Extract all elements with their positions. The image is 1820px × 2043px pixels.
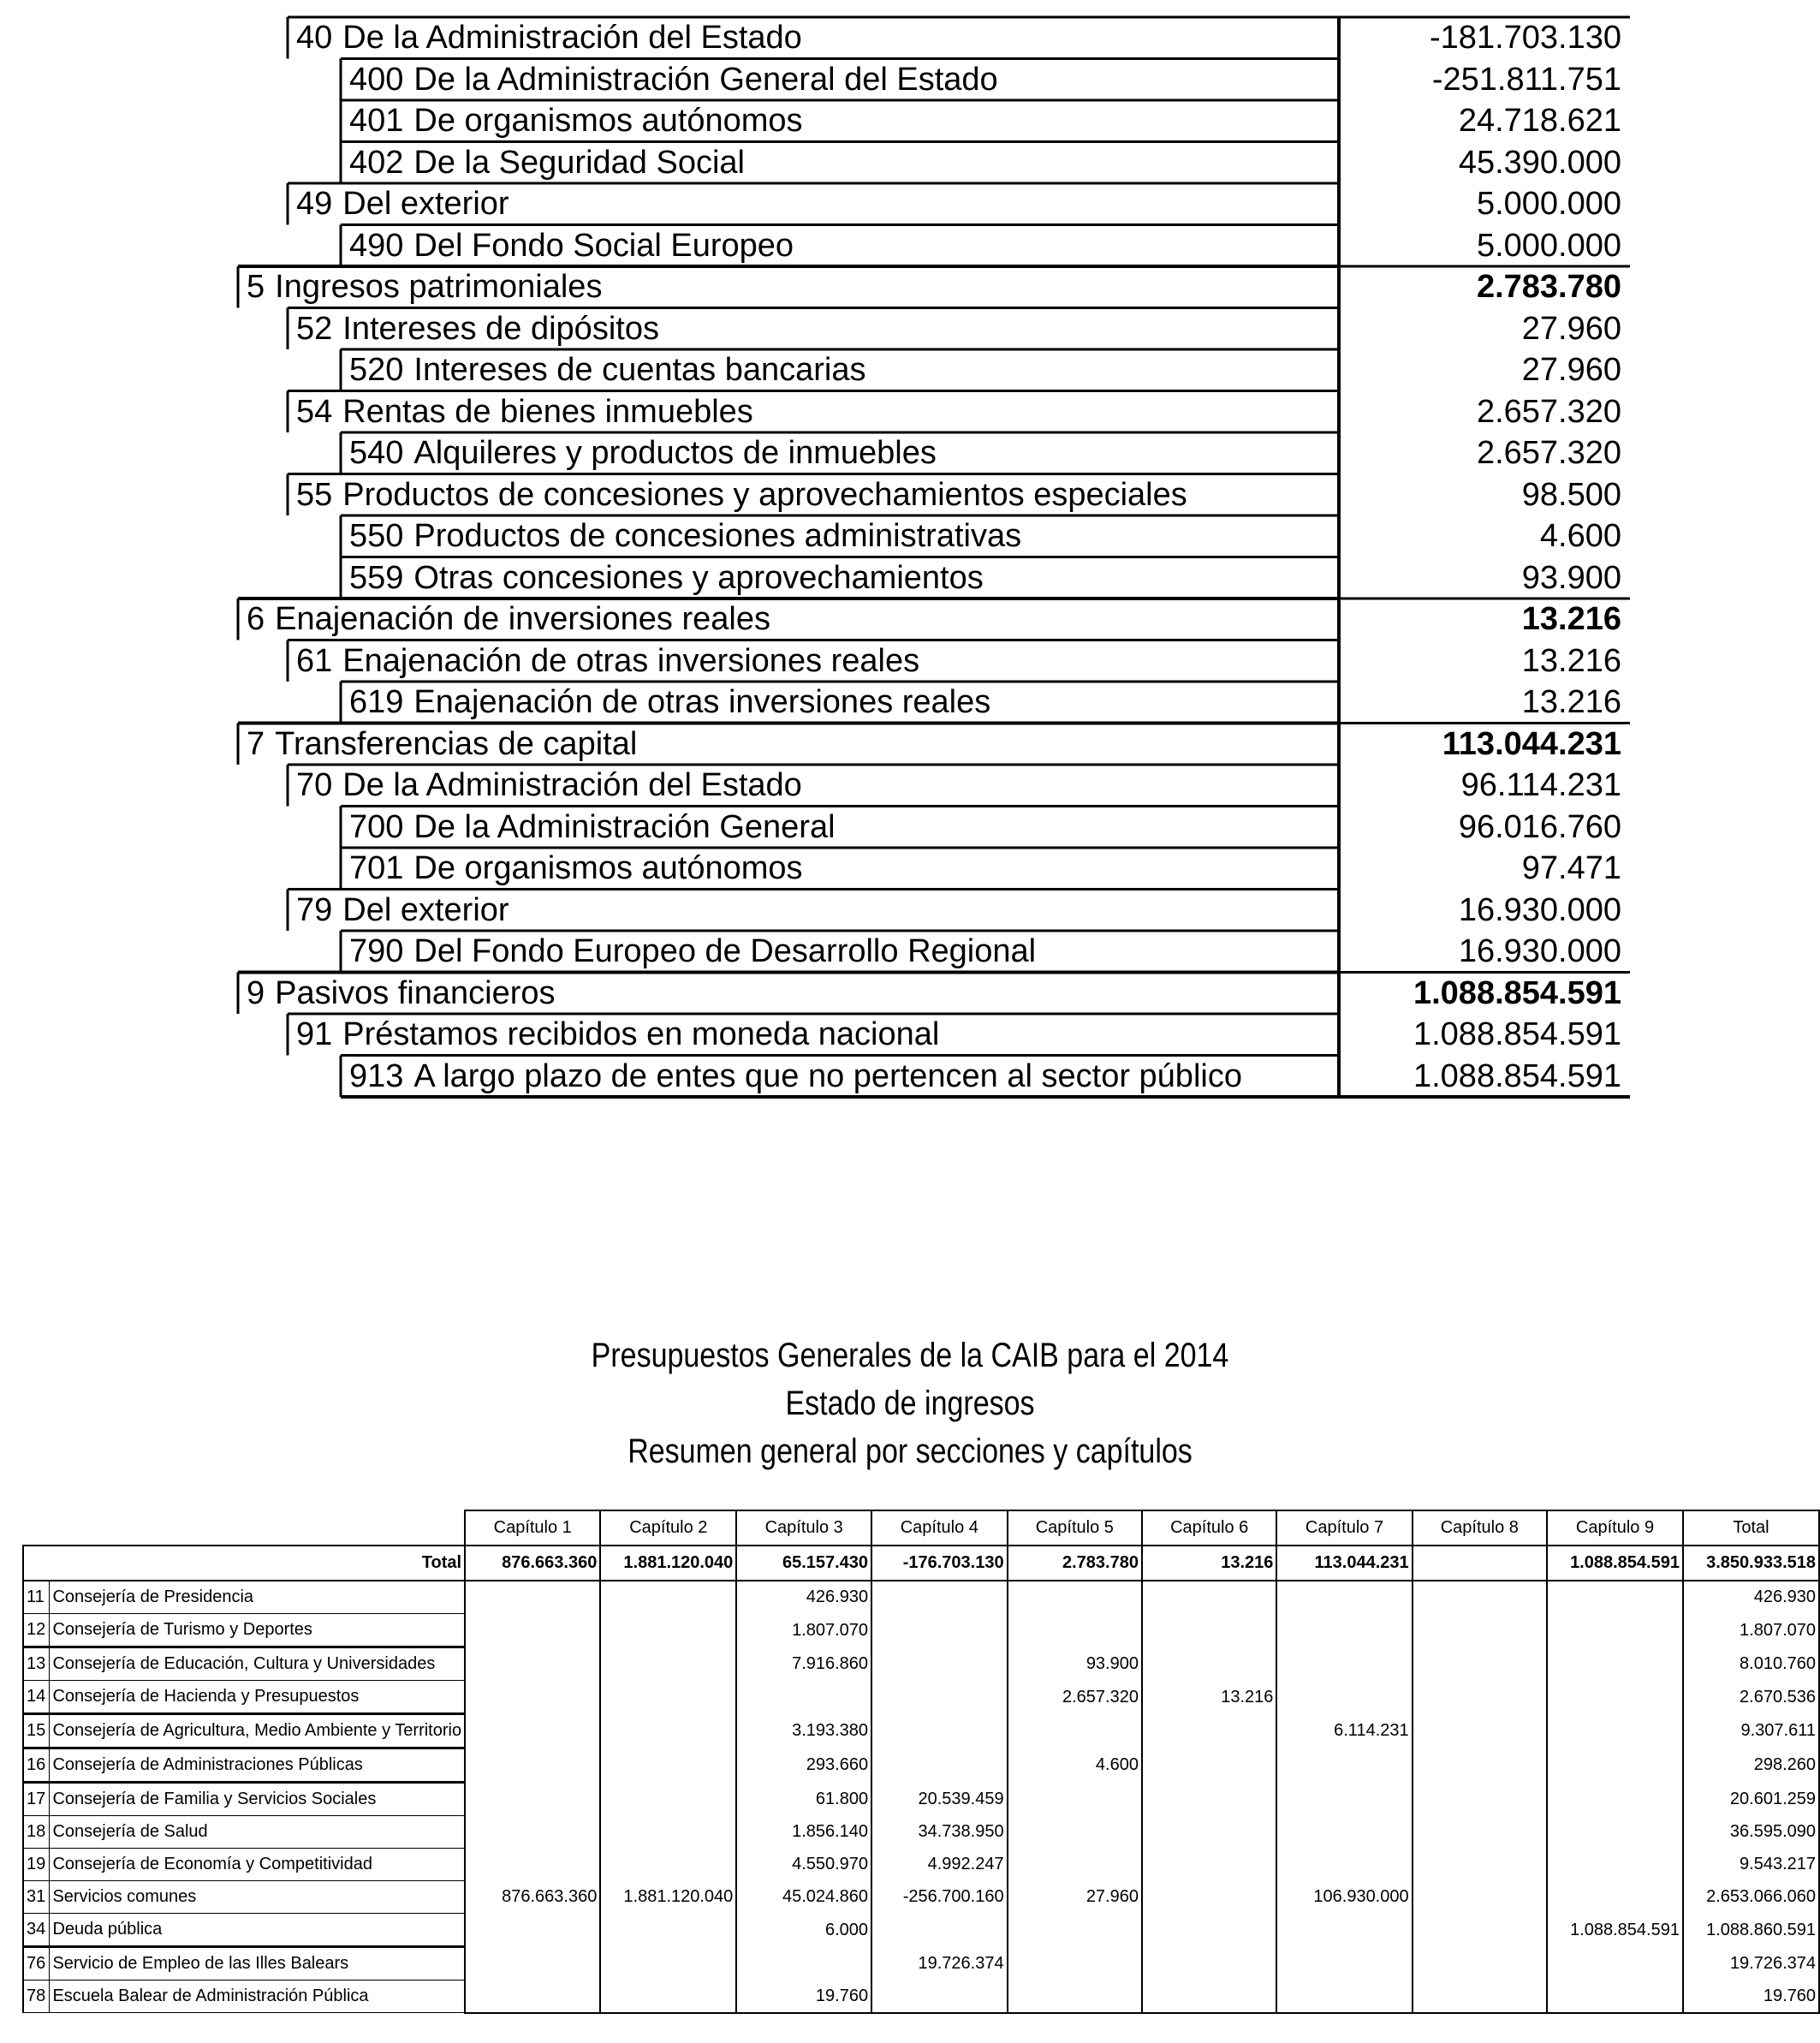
value-cell <box>1008 1914 1142 1947</box>
income-label: Otras concesiones y aprovechamientos <box>413 559 984 596</box>
value-cell <box>600 1714 736 1748</box>
income-value: 4.600 <box>1539 518 1621 554</box>
value-cell <box>1413 1881 1547 1914</box>
value-cell <box>465 1714 600 1748</box>
header-cell-5: Capítulo 5 <box>1008 1510 1142 1546</box>
value-cell: 4.992.247 <box>871 1849 1008 1881</box>
value-cell <box>1413 1647 1547 1681</box>
value-cell: 2.653.066.060 <box>1683 1881 1819 1914</box>
table-row <box>23 1914 1819 1947</box>
value-cell: 19.726.374 <box>871 1947 1008 1980</box>
value-cell: 9.543.217 <box>1683 1849 1819 1881</box>
income-value: 96.016.760 <box>1458 808 1621 845</box>
table-row <box>23 1714 1819 1748</box>
section-name: Consejería de Administraciones Públicas <box>50 1748 465 1783</box>
income-code: 6 <box>247 601 265 637</box>
value-cell <box>465 1914 600 1947</box>
income-label: Alquileres y productos de inmuebles <box>413 435 937 471</box>
total-cell: 3.850.933.518 <box>1683 1546 1819 1581</box>
table-row <box>23 1849 1819 1881</box>
section-name: Consejería de Agricultura, Medio Ambiente y Territorio <box>50 1714 465 1748</box>
value-cell <box>1142 1748 1276 1783</box>
income-breakdown-table <box>238 17 1630 1098</box>
value-cell: 1.856.140 <box>736 1816 871 1849</box>
income-label: A largo plazo de entes que no pertencen al sector público <box>413 1057 1242 1094</box>
income-table-grid <box>238 17 1630 1100</box>
income-value: 98.500 <box>1521 476 1621 513</box>
value-cell <box>1547 1714 1683 1748</box>
value-cell <box>465 1980 600 2013</box>
income-value: 16.930.000 <box>1458 933 1621 969</box>
value-cell: 61.800 <box>736 1783 871 1816</box>
income-code: 52 <box>296 310 333 347</box>
value-cell <box>600 1681 736 1714</box>
income-label: Enajenación de otras inversiones reales <box>342 642 920 679</box>
section-name: Consejería de Economía y Competitividad <box>50 1849 465 1881</box>
value-cell <box>465 1849 600 1881</box>
header-cell-7: Capítulo 7 <box>1276 1510 1412 1546</box>
value-cell <box>1142 1783 1276 1816</box>
value-cell <box>600 1647 736 1681</box>
summary-table <box>22 1510 1820 2014</box>
income-value: 24.718.621 <box>1458 103 1621 139</box>
income-label: Del Fondo Social Europeo <box>413 227 794 264</box>
income-label: Del exterior <box>342 186 509 222</box>
income-label: De la Administración del Estado <box>342 767 802 803</box>
table-row <box>23 1681 1819 1714</box>
table-row <box>23 1647 1819 1681</box>
table-row <box>23 1980 1819 2013</box>
income-code: 49 <box>296 186 333 222</box>
income-label: Intereses de dipósitos <box>342 310 659 347</box>
header-cell-4: Capítulo 4 <box>871 1510 1008 1546</box>
value-cell <box>1142 1714 1276 1748</box>
value-cell: 20.601.259 <box>1683 1783 1819 1816</box>
value-cell: 19.760 <box>1683 1980 1819 2013</box>
value-cell <box>1547 1816 1683 1849</box>
value-cell <box>871 1614 1008 1647</box>
value-cell: 2.657.320 <box>1008 1681 1142 1714</box>
table-row <box>23 1748 1819 1783</box>
income-code: 401 <box>349 103 404 139</box>
value-cell <box>1008 1816 1142 1849</box>
income-label: Transferencias de capital <box>275 725 638 762</box>
income-label: Préstamos recibidos en moneda nacional <box>342 1016 940 1052</box>
income-value: 13.216 <box>1521 684 1621 720</box>
header-cell-9: Capítulo 9 <box>1547 1510 1683 1546</box>
value-cell: 426.930 <box>736 1581 871 1614</box>
income-value: 5.000.000 <box>1476 186 1621 222</box>
value-cell <box>1142 1816 1276 1849</box>
income-value: 2.657.320 <box>1476 393 1621 430</box>
total-cell: 13.216 <box>1142 1546 1276 1581</box>
section-name: Escuela Balear de Administración Pública <box>50 1980 465 2013</box>
section-code: 19 <box>23 1849 50 1881</box>
income-label: Productos de concesiones administrativas <box>413 518 1022 554</box>
section-name: Consejería de Familia y Servicios Sociales <box>50 1783 465 1816</box>
income-label: De la Seguridad Social <box>413 144 745 181</box>
value-cell <box>1413 1581 1547 1614</box>
value-cell: 2.670.536 <box>1683 1681 1819 1714</box>
value-cell: 4.550.970 <box>736 1849 871 1881</box>
income-label: Pasivos financieros <box>275 974 556 1011</box>
value-cell: 6.114.231 <box>1276 1714 1412 1748</box>
income-value: 1.088.854.591 <box>1413 1016 1621 1052</box>
value-cell <box>1142 1980 1276 2013</box>
income-value: 45.390.000 <box>1458 144 1621 181</box>
income-value: 5.000.000 <box>1476 227 1621 264</box>
value-cell <box>1413 1816 1547 1849</box>
value-cell: 8.010.760 <box>1683 1647 1819 1681</box>
value-cell <box>1142 1614 1276 1647</box>
section-code: 16 <box>23 1748 50 1783</box>
value-cell: 34.738.950 <box>871 1816 1008 1849</box>
section-name: Consejería de Turismo y Deportes <box>50 1614 465 1647</box>
value-cell: 36.595.090 <box>1683 1816 1819 1849</box>
value-cell: 19.726.374 <box>1683 1947 1819 1980</box>
value-cell <box>871 1980 1008 2013</box>
section-code: 14 <box>23 1681 50 1714</box>
header-blank <box>23 1510 465 1546</box>
income-value: -181.703.130 <box>1430 20 1621 56</box>
value-cell <box>1008 1980 1142 2013</box>
income-value: 13.216 <box>1521 601 1621 637</box>
income-label: De la Administración General <box>413 808 836 845</box>
value-cell <box>1142 1647 1276 1681</box>
income-label: Enajenación de inversiones reales <box>275 601 770 637</box>
value-cell <box>1142 1881 1276 1914</box>
value-cell <box>1547 1614 1683 1647</box>
value-cell <box>1413 1681 1547 1714</box>
value-cell <box>1142 1581 1276 1614</box>
header-cell-3: Capítulo 3 <box>736 1510 871 1546</box>
table-row <box>23 1881 1819 1914</box>
value-cell <box>1276 1980 1412 2013</box>
value-cell <box>871 1748 1008 1783</box>
section-name: Consejería de Salud <box>50 1816 465 1849</box>
section-name: Consejería de Presidencia <box>50 1581 465 1614</box>
value-cell: 3.193.380 <box>736 1714 871 1748</box>
value-cell: 1.881.120.040 <box>600 1881 736 1914</box>
income-value: 1.088.854.591 <box>1413 974 1621 1011</box>
value-cell <box>1008 1849 1142 1881</box>
value-cell <box>1008 1614 1142 1647</box>
total-cell: 2.783.780 <box>1008 1546 1142 1581</box>
income-code: 402 <box>349 144 404 181</box>
income-code: 559 <box>349 559 404 596</box>
income-code: 400 <box>349 61 404 98</box>
value-cell: 1.088.860.591 <box>1683 1914 1819 1947</box>
value-cell <box>1413 1783 1547 1816</box>
value-cell <box>1413 1947 1547 1980</box>
total-cell <box>1413 1546 1547 1581</box>
section-code: 31 <box>23 1881 50 1914</box>
income-code: 79 <box>296 891 333 928</box>
value-cell <box>465 1816 600 1849</box>
income-value: 1.088.854.591 <box>1413 1057 1621 1094</box>
table-row <box>23 1783 1819 1816</box>
value-cell <box>1142 1914 1276 1947</box>
value-cell <box>465 1947 600 1980</box>
income-label: Productos de concesiones y aprovechamientos especiales <box>342 476 1187 513</box>
table-row <box>23 1816 1819 1849</box>
value-cell: 4.600 <box>1008 1748 1142 1783</box>
income-value: 93.900 <box>1521 559 1621 596</box>
value-cell: 20.539.459 <box>871 1783 1008 1816</box>
value-cell <box>465 1748 600 1783</box>
section-name: Servicios comunes <box>50 1881 465 1914</box>
value-cell: 106.930.000 <box>1276 1881 1412 1914</box>
value-cell <box>736 1681 871 1714</box>
value-cell: 93.900 <box>1008 1647 1142 1681</box>
value-cell <box>465 1647 600 1681</box>
income-label: Intereses de cuentas bancarias <box>413 352 866 388</box>
income-label: De la Administración del Estado <box>342 20 802 56</box>
header-cell-2: Capítulo 2 <box>600 1510 736 1546</box>
income-code: 540 <box>349 435 404 471</box>
value-cell <box>1008 1714 1142 1748</box>
value-cell <box>600 1748 736 1783</box>
section-code: 12 <box>23 1614 50 1647</box>
summary-header-row <box>23 1510 1819 1546</box>
section-code: 13 <box>23 1647 50 1681</box>
value-cell <box>1276 1849 1412 1881</box>
value-cell <box>871 1581 1008 1614</box>
value-cell <box>1413 1849 1547 1881</box>
value-cell <box>1276 1914 1412 1947</box>
value-cell: 293.660 <box>736 1748 871 1783</box>
value-cell <box>1547 1849 1683 1881</box>
value-cell <box>1276 1681 1412 1714</box>
income-label: Rentas de bienes inmuebles <box>342 393 753 430</box>
value-cell <box>1276 1614 1412 1647</box>
income-code: 550 <box>349 518 404 554</box>
value-cell <box>1547 1783 1683 1816</box>
value-cell: -256.700.160 <box>871 1881 1008 1914</box>
income-label: Ingresos patrimoniales <box>275 269 603 305</box>
table-row <box>23 1947 1819 1980</box>
income-label: Enajenación de otras inversiones reales <box>413 684 991 720</box>
income-code: 490 <box>349 227 404 264</box>
value-cell <box>1276 1748 1412 1783</box>
income-value: 27.960 <box>1521 352 1621 388</box>
total-cell: 876.663.360 <box>465 1546 600 1581</box>
section-name: Consejería de Educación, Cultura y Universidades <box>50 1647 465 1681</box>
value-cell <box>736 1947 871 1980</box>
value-cell: 45.024.860 <box>736 1881 871 1914</box>
income-code: 9 <box>247 974 265 1011</box>
income-code: 7 <box>247 725 265 762</box>
total-cell: 1.881.120.040 <box>600 1546 736 1581</box>
value-cell <box>1413 1748 1547 1783</box>
value-cell <box>1547 1647 1683 1681</box>
value-cell: 1.807.070 <box>736 1614 871 1647</box>
income-value: 97.471 <box>1521 850 1621 886</box>
value-cell <box>1547 1581 1683 1614</box>
section-code: 34 <box>23 1914 50 1947</box>
value-cell <box>871 1914 1008 1947</box>
value-cell <box>1276 1816 1412 1849</box>
value-cell <box>465 1681 600 1714</box>
income-label: Del Fondo Europeo de Desarrollo Regional <box>413 933 1037 969</box>
value-cell <box>1142 1849 1276 1881</box>
total-cell: -176.703.130 <box>871 1546 1008 1581</box>
table-row <box>23 1614 1819 1647</box>
header-cell-6: Capítulo 6 <box>1142 1510 1276 1546</box>
total-label: Total <box>23 1546 465 1581</box>
value-cell <box>600 1947 736 1980</box>
report-title: Presupuestos Generales de la CAIB para el 2014 <box>591 1336 1229 1375</box>
value-cell: 13.216 <box>1142 1681 1276 1714</box>
value-cell <box>600 1614 736 1647</box>
value-cell <box>600 1581 736 1614</box>
value-cell <box>1547 1681 1683 1714</box>
value-cell <box>871 1647 1008 1681</box>
value-cell: 1.807.070 <box>1683 1614 1819 1647</box>
income-value: 13.216 <box>1521 642 1621 679</box>
income-value: 27.960 <box>1521 310 1621 347</box>
income-value: 113.044.231 <box>1442 725 1621 762</box>
income-value: -251.811.751 <box>1431 61 1621 98</box>
total-cell: 113.044.231 <box>1276 1546 1412 1581</box>
header-cell-10: Total <box>1683 1510 1819 1546</box>
value-cell <box>1142 1947 1276 1980</box>
income-label: De organismos autónomos <box>413 850 803 886</box>
value-cell <box>1276 1783 1412 1816</box>
income-code: 40 <box>296 20 333 56</box>
value-cell <box>1413 1914 1547 1947</box>
value-cell: 298.260 <box>1683 1748 1819 1783</box>
header-cell-8: Capítulo 8 <box>1413 1510 1547 1546</box>
header-cell-1: Capítulo 1 <box>465 1510 600 1546</box>
income-code: 5 <box>247 269 265 305</box>
income-code: 61 <box>296 642 333 679</box>
section-code: 11 <box>23 1581 50 1614</box>
value-cell <box>1008 1581 1142 1614</box>
value-cell <box>1413 1714 1547 1748</box>
income-code: 913 <box>349 1057 404 1094</box>
value-cell <box>1276 1581 1412 1614</box>
value-cell <box>1276 1647 1412 1681</box>
income-value: 96.114.231 <box>1460 767 1621 803</box>
table-row <box>23 1581 1819 1614</box>
report-subtitle: Estado de ingresos <box>785 1384 1035 1423</box>
value-cell: 27.960 <box>1008 1881 1142 1914</box>
value-cell <box>600 1783 736 1816</box>
summary-total-row <box>23 1546 1819 1581</box>
section-name: Servicio de Empleo de las Illes Balears <box>50 1947 465 1980</box>
income-label: De organismos autónomos <box>413 103 803 139</box>
income-code: 701 <box>349 850 404 886</box>
value-cell <box>465 1581 600 1614</box>
value-cell: 7.916.860 <box>736 1647 871 1681</box>
value-cell <box>600 1980 736 2013</box>
section-code: 17 <box>23 1783 50 1816</box>
value-cell <box>465 1783 600 1816</box>
section-code: 78 <box>23 1980 50 2013</box>
value-cell: 6.000 <box>736 1914 871 1947</box>
value-cell <box>1413 1980 1547 2013</box>
value-cell <box>1276 1947 1412 1980</box>
value-cell <box>1547 1947 1683 1980</box>
total-cell: 1.088.854.591 <box>1547 1546 1683 1581</box>
value-cell: 1.088.854.591 <box>1547 1914 1683 1947</box>
income-code: 619 <box>349 684 404 720</box>
income-code: 700 <box>349 808 404 845</box>
value-cell <box>1547 1881 1683 1914</box>
income-code: 55 <box>296 476 333 513</box>
value-cell <box>1547 1980 1683 2013</box>
income-label: De la Administración General del Estado <box>413 61 998 98</box>
income-code: 91 <box>296 1016 333 1052</box>
section-name: Deuda pública <box>50 1914 465 1947</box>
value-cell: 19.760 <box>736 1980 871 2013</box>
value-cell <box>600 1849 736 1881</box>
value-cell <box>871 1681 1008 1714</box>
value-cell <box>1413 1614 1547 1647</box>
value-cell <box>1008 1783 1142 1816</box>
income-code: 790 <box>349 933 404 969</box>
section-code: 15 <box>23 1714 50 1748</box>
section-code: 18 <box>23 1816 50 1849</box>
value-cell: 426.930 <box>1683 1581 1819 1614</box>
value-cell <box>871 1714 1008 1748</box>
value-cell <box>1008 1947 1142 1980</box>
income-label: Del exterior <box>342 891 509 928</box>
value-cell <box>600 1914 736 1947</box>
value-cell <box>1547 1748 1683 1783</box>
value-cell <box>600 1816 736 1849</box>
income-code: 70 <box>296 767 333 803</box>
income-code: 520 <box>349 352 404 388</box>
report-section-title: Resumen general por secciones y capítulos <box>627 1432 1193 1471</box>
income-value: 2.783.780 <box>1476 269 1621 305</box>
value-cell: 9.307.611 <box>1683 1714 1819 1748</box>
value-cell: 876.663.360 <box>465 1881 600 1914</box>
income-code: 54 <box>296 393 333 430</box>
section-code: 76 <box>23 1947 50 1980</box>
income-value: 2.657.320 <box>1476 435 1621 471</box>
section-name: Consejería de Hacienda y Presupuestos <box>50 1681 465 1714</box>
total-cell: 65.157.430 <box>736 1546 871 1581</box>
value-cell <box>465 1614 600 1647</box>
income-value: 16.930.000 <box>1458 891 1621 928</box>
